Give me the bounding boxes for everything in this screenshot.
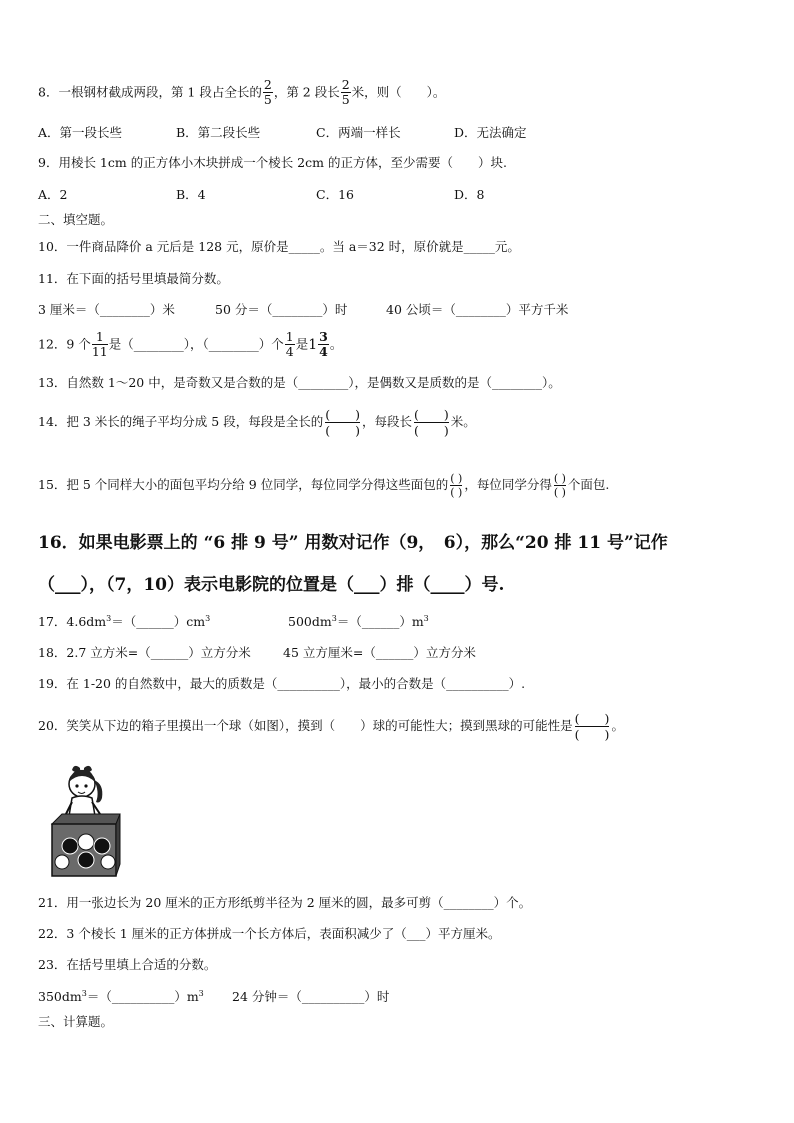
q17-a-mid: ＝（______）cm: [111, 614, 206, 630]
q15-text-b: ，每位同学分得: [464, 477, 552, 493]
q14-text-c: 米。: [450, 414, 476, 429]
q12-mixed-number: [308, 330, 330, 360]
q14-blank-den: ( ): [325, 423, 360, 438]
q17-b-sup2: 3: [423, 614, 429, 623]
q8-text-b: ，第 2 段长: [273, 84, 340, 100]
q8-option-b[interactable]: B．第二段长些: [176, 125, 261, 140]
q9-options: [38, 189, 484, 202]
q23-stem: 23．在括号里填上合适的分数。: [38, 957, 217, 972]
q8-stem: [38, 78, 445, 108]
q18-part-a: 18．2.7 立方米=（______）立方分米: [38, 645, 251, 660]
q23-items: [38, 990, 389, 1004]
q19-stem: 19．在 1-20 的自然数中，最大的质数是（__________），最小的合数是（__________）.: [38, 676, 526, 691]
white-ball-icon: [55, 855, 69, 869]
q14-text-a: 14．把 3 米长的绳子平均分成 5 段，每段是全长的: [38, 414, 324, 429]
q15-text-c: 个面包.: [567, 477, 610, 493]
q12-text-a: 12．9 个: [38, 336, 91, 352]
q8-fraction-2: [341, 78, 351, 108]
box-top-icon: [52, 814, 120, 824]
q14-blank2-num: ( ): [414, 407, 449, 422]
q12-mixed-whole: 1: [308, 336, 318, 353]
q12-fraction-1: [92, 330, 108, 360]
q11-stem: 11．在下面的括号里填最简分数。: [38, 271, 229, 286]
q17-part-b: [288, 615, 429, 629]
q23-a-mid: ＝（__________）m: [86, 989, 199, 1005]
q12-frac2-num: 1: [285, 329, 294, 344]
q8-text: 8．一根钢材截成两段，第 1 段占全长的: [38, 84, 262, 100]
q9-option-a[interactable]: A．2: [38, 187, 68, 202]
q8-frac-num: 2: [263, 77, 272, 92]
q14-fraction-blank-2[interactable]: [414, 407, 449, 438]
q11-item-2: 50 分＝（________）时: [215, 302, 348, 317]
q23-a-sup: 3: [81, 989, 87, 998]
q23-a-pre: 350dm: [38, 989, 82, 1005]
q14-blank2-den: ( ): [414, 423, 449, 438]
q17-a-pre: 17．4.6dm: [38, 614, 107, 630]
q15-stem: [38, 472, 609, 499]
q8-options: [38, 127, 527, 140]
q15-fraction-blank-2[interactable]: [554, 472, 566, 499]
q20-text-a: 20．笑笑从下边的箱子里摸出一个球（如图），摸到（ ）球的可能性大；摸到黑球的可能性是: [38, 718, 573, 733]
q8-option-c[interactable]: C．两端一样长: [316, 125, 401, 140]
q23-part-a: [38, 990, 232, 1004]
black-ball-icon: [78, 852, 94, 868]
q12-frac1-num: 1: [92, 330, 108, 345]
q12-fraction-2: [285, 330, 295, 360]
q23-a-sup2: 3: [198, 989, 204, 998]
section-fill-in-title: 二、填空题。: [38, 212, 114, 227]
q15-blank2-num: ( ): [553, 472, 566, 485]
q17-b-pre: 500dm: [288, 614, 332, 630]
section-calculation-title: 三、计算题。: [38, 1014, 114, 1029]
q20-fraction-blank[interactable]: [575, 711, 610, 742]
q15-blank-num: ( ): [450, 472, 463, 485]
q8-option-a[interactable]: A．第一段长些: [38, 125, 123, 140]
q11-items: [38, 304, 568, 317]
q9-option-c[interactable]: C．16: [316, 187, 354, 202]
q16-line-2: （___），（7，10）表示电影院的位置是（___）排（____）号.: [38, 575, 505, 595]
black-ball-icon: [62, 838, 78, 854]
q12-text-c: 是: [295, 336, 309, 352]
q14-fraction-blank-1[interactable]: [325, 407, 360, 438]
q17-b-sup: 3: [331, 614, 337, 623]
q17-part-a: [38, 615, 288, 629]
white-ball-icon: [78, 834, 94, 850]
q12-frac1-den: 11: [91, 344, 108, 360]
girl-with-ball-box-illustration: [48, 762, 124, 882]
q8-fraction: [263, 78, 273, 108]
q15-fraction-blank-1[interactable]: [450, 472, 462, 499]
q18-part-b: 45 立方厘米=（______）立方分米: [283, 645, 476, 660]
q21-stem: 21．用一张边长为 20 厘米的正方形纸剪半径为 2 厘米的圆，最多可剪（________）个。: [38, 895, 532, 910]
q14-stem: [38, 407, 476, 438]
q12-frac2-den: 4: [285, 344, 294, 360]
q10-stem: 10．一件商品降价 a 元后是 128 元，原价是_____。当 a＝32 时，原价就是_____元。: [38, 239, 520, 254]
q20-blank-den: ( ): [574, 727, 610, 742]
q20-blank-num: ( ): [574, 711, 610, 726]
q9-option-b[interactable]: B．4: [176, 187, 206, 202]
q8-frac-den: 5: [263, 92, 272, 108]
q11-item-1: 3 厘米＝（________）米: [38, 302, 175, 317]
q20-text-b: 。: [611, 718, 624, 733]
black-ball-icon: [94, 838, 110, 854]
q14-text-b: ，每段长: [361, 414, 412, 429]
q14-blank-num: ( ): [325, 407, 360, 422]
q18-stem: [38, 647, 476, 660]
q23-part-b: 24 分钟＝（__________）时: [232, 989, 390, 1005]
q12-mixed-den: 4: [319, 344, 328, 360]
q12-text-d: 。: [329, 336, 343, 352]
q12-stem: [38, 330, 342, 360]
q17-a-sup: 3: [106, 614, 112, 623]
q16-line-1: 16．如果电影票上的 “6 排 9 号” 用数对记作（9， 6），那么“20 排 11 号”记作: [38, 533, 668, 553]
q17-stem: [38, 615, 429, 629]
q15-text-a: 15．把 5 个同样大小的面包平均分给 9 位同学，每位同学分得这些面包的: [38, 477, 449, 493]
q8-frac2-num: 2: [341, 77, 350, 92]
q8-option-d[interactable]: D．无法确定: [454, 125, 527, 140]
q17-a-sup2: 3: [205, 614, 211, 623]
q20-stem: [38, 711, 624, 742]
q13-stem: 13．自然数 1～20 中，是奇数又是合数的是（________），是偶数又是质数的是（________）。: [38, 375, 561, 390]
q9-stem: 9．用棱长 1cm 的正方体小木块拼成一个棱长 2cm 的正方体，至少需要（ ）块.: [38, 155, 507, 170]
q22-stem: 22．3 个棱长 1 厘米的正方体拼成一个长方体后，表面积减少了（___）平方厘米。: [38, 926, 501, 941]
q11-item-3: 40 公顷＝（________）平方千米: [386, 302, 569, 317]
q8-frac2-den: 5: [341, 92, 350, 108]
q15-blank2-den: ( ): [553, 486, 566, 500]
q15-blank-den: ( ): [450, 486, 463, 500]
q12-mixed-fraction: [318, 330, 329, 360]
q8-text-c: 米，则（ ）。: [351, 84, 446, 100]
q9-option-d[interactable]: D．8: [454, 187, 485, 202]
q17-b-mid: ＝（______）m: [336, 614, 424, 630]
q12-text-b: 是（________），（________）个: [108, 336, 284, 352]
white-ball-icon: [101, 855, 115, 869]
q12-mixed-num: 3: [319, 329, 328, 344]
